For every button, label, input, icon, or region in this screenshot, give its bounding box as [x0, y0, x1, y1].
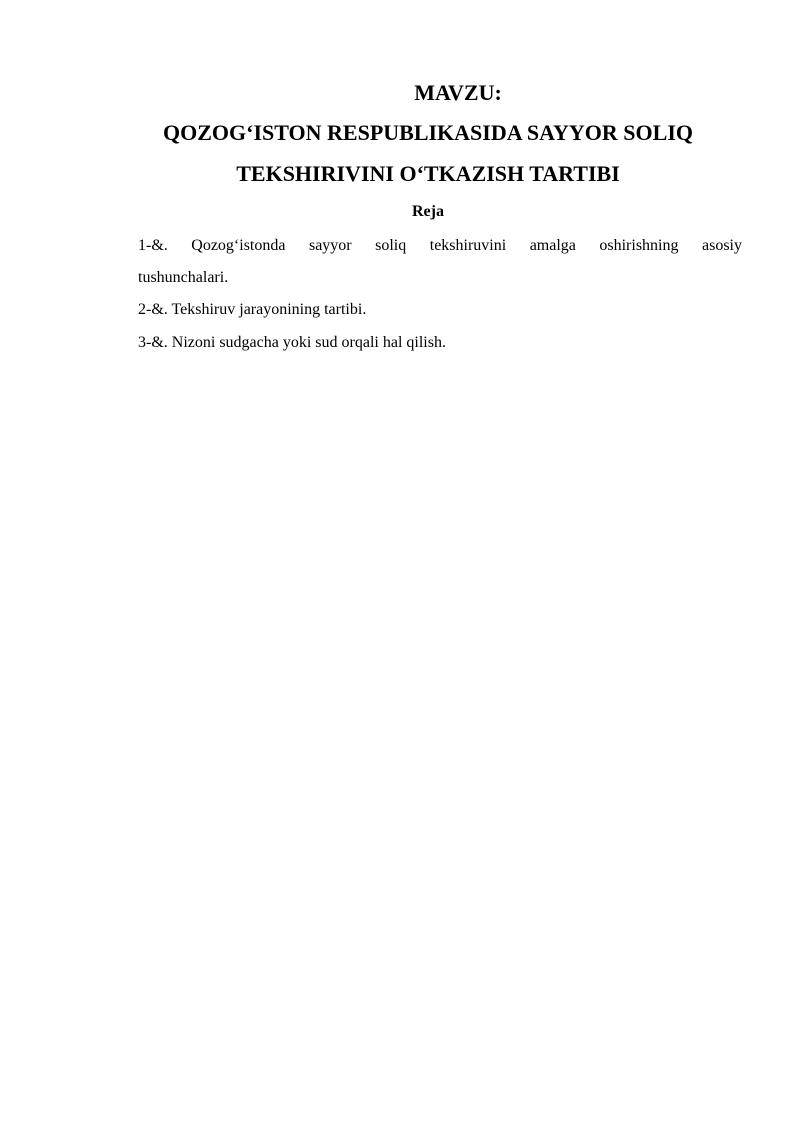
plan-item-1-line-2: tushunchalari.	[138, 269, 229, 286]
plan-item-3: 3-&. Nizoni sudgacha yoki sud orqali hal qilish.	[138, 334, 446, 351]
plan-item-1-line-1: 1-&. Qozog‘istonda sayyor soliq tekshiruvini amalga oshirishning asosiy	[138, 237, 742, 254]
document-title-line-2: TEKSHIRIVINI O‘TKAZISH TARTIBI	[236, 161, 620, 186]
topic-label: MAVZU:	[414, 80, 502, 105]
plan-item-2: 2-&. Tekshiruv jarayonining tartibi.	[138, 301, 367, 318]
document-title-line-1: QOZOG‘ISTON RESPUBLIKASIDA SAYYOR SOLIQ	[163, 120, 693, 145]
plan-heading: Reja	[412, 203, 444, 220]
